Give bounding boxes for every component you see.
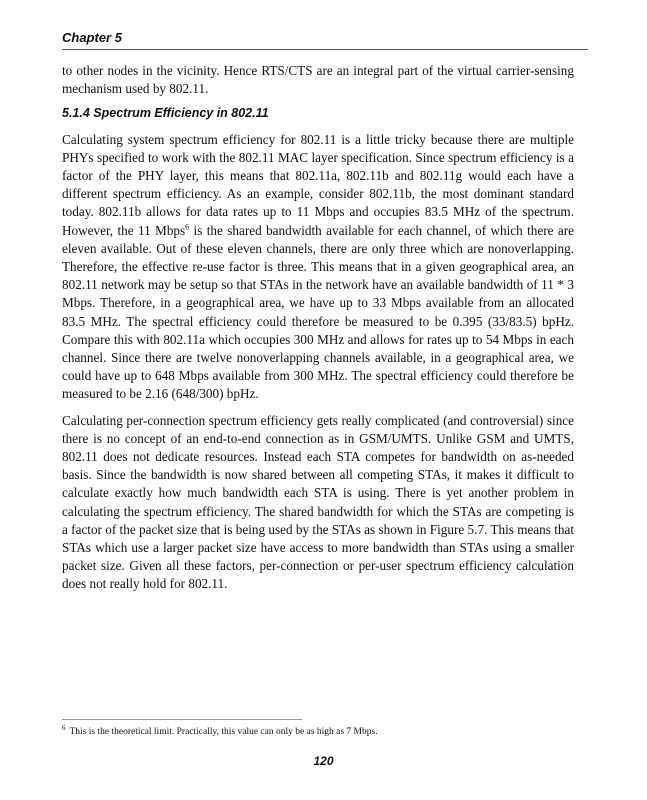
footnote-rule <box>62 719 302 720</box>
page-number: 120 <box>313 754 334 768</box>
footnote <box>62 723 582 738</box>
paragraph-text-part-1: Calculating system spectrum efficiency for 802.11 is a little tricky because there are multiple PHYs specified to work with the 802.11 MAC layer specification. Since spectrum efficiency is a factor of the PHY layer, this means that 802.11a, 802.11b and 802.11g would each have a different spectrum efficiency. As an example, consider 802.11b, the most dominant standard today. 802.11b allows for data rates up to 11 Mbps and occupies 83.5 MHz of the spectrum. However, the 11 Mbps <box>62 131 574 238</box>
paragraph-text-part-2: is the shared bandwidth available for each channel, of which there are eleven available. Out of these eleven channels, there are only three which are nonoverlapping. Therefore, the effective re-use factor is three. This means that in a given geographical area, an 802.11 network may be setup so that STAs in the network have an available bandwidth of 11 * 3 Mbps. Therefore, in a geographical area, we have up to 33 Mbps available from an allocated 83.5 MHz. The spectral efficiency could therefore be measured to be 0.395 (33/83.5) bpHz. Compare this with 802.11a which occupies 300 MHz and allows for rates up to 54 Mbps in each channel. Since there are twelve nonoverlapping channels available, in a geographical area, we could have up to 648 Mbps available from 300 MHz. The spectral efficiency could therefore be measured to be 2.16 (648/300) bpHz. <box>62 222 574 402</box>
footnote-reference[interactable]: 6 <box>185 222 190 232</box>
paragraph-spectrum-per-connection: Calculating per-connection spectrum efficiency gets really complicated (and controversial) since there is no concept of an end-to-end connection as in GSM/UMTS. Unlike GSM and UMTS, 802.11 does not dedicate resources. Instead each STA competes for bandwidth on as-needed basis. Since the bandwidth is now shared between all competing STAs, it makes it difficult to calculate exactly how much bandwidth each STA is using. There is yet another problem in calculating the spectrum efficiency. The shared bandwidth for which the STAs are competing is a factor of the packet size that is being used by the STAs as shown in Figure 5.7. This means that STAs which use a larger packet size have access to more bandwidth than STAs using a smaller packet size. Given all these factors, per-connection or per-user spectrum efficiency calculation does not really hold for 802.11. <box>62 412 574 592</box>
footnote-marker: 6 <box>62 723 66 732</box>
continuation-paragraph: to other nodes in the vicinity. Hence RTS/CTS are an integral part of the virtual carrier-sensing mechanism used by 802.11. <box>62 63 574 97</box>
chapter-header: Chapter 5 <box>62 30 122 45</box>
header-rule <box>62 49 588 50</box>
footnote-text: This is the theoretical limit. Practically, this value can only be as high as 7 Mbps. <box>69 727 378 737</box>
section-heading: 5.1.4 Spectrum Efficiency in 802.11 <box>62 106 269 121</box>
body-text <box>62 62 574 602</box>
paragraph-spectrum-system <box>62 131 574 404</box>
